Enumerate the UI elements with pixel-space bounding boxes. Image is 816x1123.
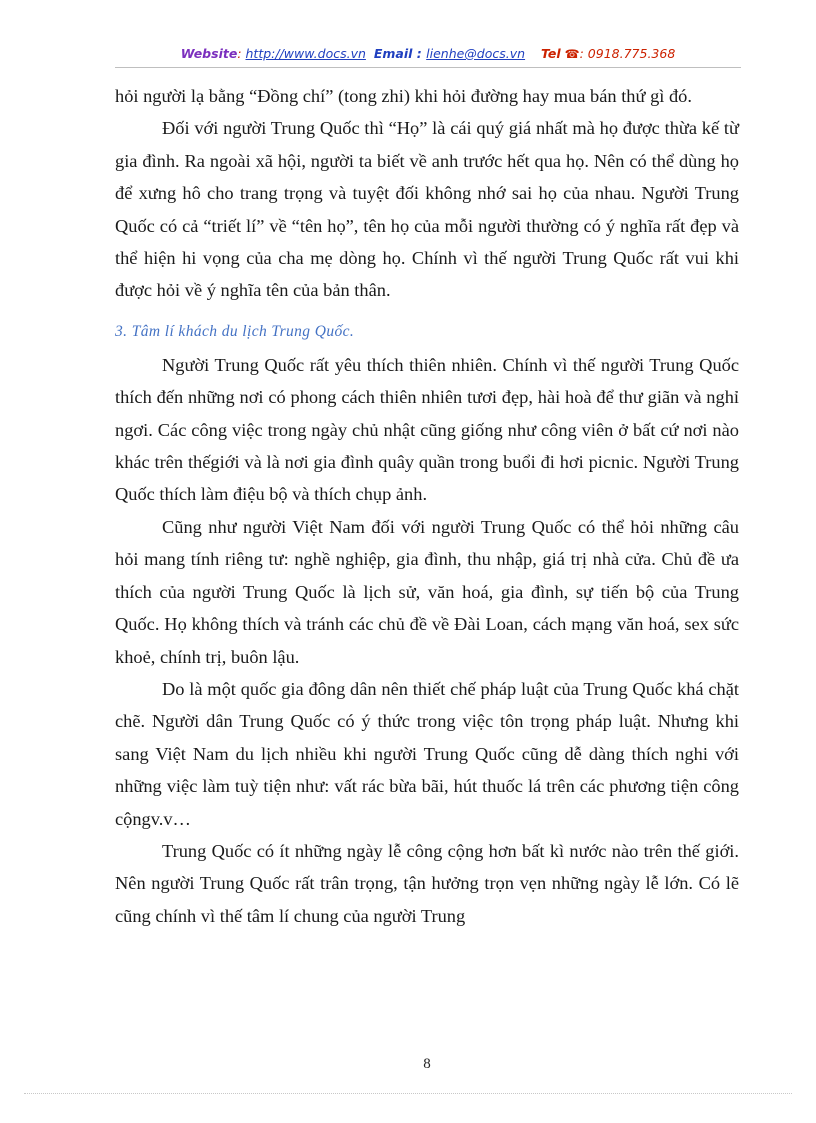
page-header	[115, 46, 741, 61]
document-body	[115, 80, 739, 932]
header-divider	[115, 67, 741, 68]
paragraph-1: hỏi người lạ bằng “Đồng chí” (tong zhi) khi hỏi đường hay mua bán thứ gì đó.	[115, 86, 692, 106]
phone-number: : 0918.775.368	[579, 46, 676, 61]
section-heading: 3. Tâm lí khách du lịch Trung Quốc.	[115, 322, 355, 340]
website-label: Website	[180, 46, 238, 61]
paragraph-6: Trung Quốc có ít những ngày lễ công cộng hơn bất kì nước nào trên thế giới. Nên người Trung Quốc rất trân trọng, tận hưởng trọn vẹn những ngày lễ lớn. Có lẽ cũng chính vì thế tâm lí chung của người Trung	[115, 840, 739, 926]
email-separator: :	[412, 46, 427, 61]
paragraph-4: Cũng như người Việt Nam đối với người Trung Quốc có thể hỏi những câu hỏi mang tính riêng tư: nghề nghiệp, gia đình, thu nhập, giá trị nhà cửa. Chủ đề ưa thích của người Trung Quốc là lịch sử, văn hoá, gia đình, sự tiến bộ của Trung Quốc. Họ không thích và tránh các chủ đề về Đài Loan, cách mạng văn hoá, sex sức khoẻ, chính trị, buôn lậu.	[115, 516, 739, 667]
phone-icon: ☎	[564, 47, 580, 61]
tel-label: Tel	[540, 46, 561, 61]
page-number: 8	[423, 1056, 431, 1072]
email-label: Email	[373, 46, 413, 61]
footer-divider	[24, 1093, 792, 1094]
email-link[interactable]: lienhe@docs.vn	[426, 46, 526, 61]
paragraph-2: Đối với người Trung Quốc thì “Họ” là cái quý giá nhất mà họ được thừa kế từ gia đình. Ra ngoài xã hội, người ta biết về anh trước hết qua họ. Nên có thể dùng họ để xưng hô cho trang trọng và tuyệt đối không nhớ sai họ của nhau. Người Trung Quốc có cả “triết lí” về “tên họ”, tên họ của mỗi người thường có ý nghĩa rất đẹp và thể hiện hi vọng của cha mẹ dòng họ. Chính vì thế người Trung Quốc rất vui khi được hỏi về ý nghĩa tên của bản thân.	[115, 118, 739, 301]
website-link[interactable]: http://www.docs.vn	[245, 46, 366, 61]
website-separator: :	[237, 46, 246, 61]
paragraph-3: Người Trung Quốc rất yêu thích thiên nhiên. Chính vì thế người Trung Quốc thích đến những nơi có phong cách thiên nhiên tươi đẹp, hài hoà để thư giãn và nghỉ ngơi. Các công việc trong ngày chủ nhật cũng giống như công viên ở bất cứ nơi nào khác trên thếgiới và là nơi gia đình quây quần trong buổi đi hơi picnic. Người Trung Quốc thích làm điệu bộ và thích chụp ảnh.	[115, 354, 739, 505]
paragraph-5: Do là một quốc gia đông dân nên thiết chế pháp luật của Trung Quốc khá chặt chẽ. Người dân Trung Quốc có ý thức trong việc tôn trọng pháp luật. Nhưng khi sang Việt Nam du lịch nhiều khi người Trung Quốc cũng dễ dàng thích nghi với những việc làm tuỳ tiện như: vất rác bừa bãi, hút thuốc lá trên các phương tiện công cộngv.v…	[115, 678, 739, 829]
